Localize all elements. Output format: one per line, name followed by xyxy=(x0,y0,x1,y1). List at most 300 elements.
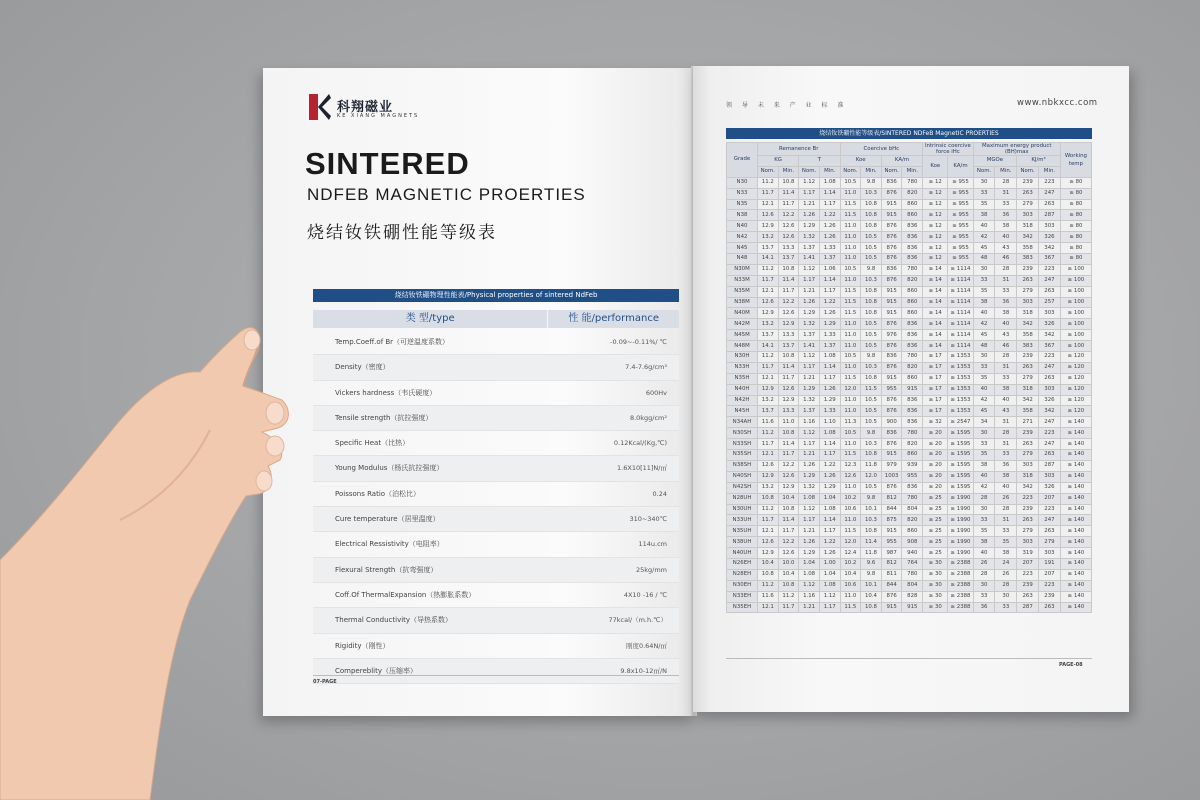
grade-value-cell: 955 xyxy=(902,471,923,482)
grade-name-cell: N28EH xyxy=(727,569,758,580)
grade-value-cell: 820 xyxy=(902,439,923,450)
grade-value-cell: 10.8 xyxy=(778,177,799,188)
grade-value-cell: 10.8 xyxy=(861,373,882,384)
grade-value-cell: 287 xyxy=(1039,460,1061,471)
th-min: Min. xyxy=(819,166,840,177)
grade-value-cell: ≥ 120 xyxy=(1060,352,1091,363)
grade-value-cell: 11.6 xyxy=(757,417,778,428)
grade-value-cell: 10.8 xyxy=(757,493,778,504)
grade-value-cell: ≥ 140 xyxy=(1060,439,1091,450)
grade-value-cell: ≥ 140 xyxy=(1060,548,1091,559)
grade-value-cell: 10.8 xyxy=(861,450,882,461)
grade-name-cell: N33EH xyxy=(727,591,758,602)
grade-value-cell: 30 xyxy=(973,428,995,439)
grade-value-cell: ≥ 1114 xyxy=(948,297,973,308)
grade-value-cell: 10.0 xyxy=(778,558,799,569)
grade-value-cell: 239 xyxy=(1017,504,1039,515)
grade-value-cell: 836 xyxy=(902,482,923,493)
grade-value-cell: 1.14 xyxy=(819,439,840,450)
grade-value-cell: 10.5 xyxy=(861,330,882,341)
grade-value-cell: 279 xyxy=(1017,199,1039,210)
th-mgoe: MGOe xyxy=(973,156,1017,167)
grade-name-cell: N42 xyxy=(727,232,758,243)
grade-value-cell: 876 xyxy=(881,188,902,199)
grade-value-cell: ≥ 17 xyxy=(923,384,948,395)
grade-value-cell: 13.7 xyxy=(757,243,778,254)
grade-value-cell: 11.7 xyxy=(757,439,778,450)
grade-value-cell: 10.8 xyxy=(861,210,882,221)
tagline: 领 导 未 来 产 业 标 准 xyxy=(726,102,848,109)
grade-value-cell: 1.12 xyxy=(819,591,840,602)
grade-value-cell: ≥ 140 xyxy=(1060,504,1091,515)
grade-value-cell: 915 xyxy=(881,602,902,613)
grade-value-cell: ≥ 30 xyxy=(923,569,948,580)
grade-value-cell: ≥ 1990 xyxy=(948,493,973,504)
grade-value-cell: ≥ 120 xyxy=(1060,362,1091,373)
property-value: 1.6X10[11]N/㎡ xyxy=(617,464,667,473)
property-row xyxy=(313,558,679,583)
grade-value-cell: 11.5 xyxy=(840,602,861,613)
grade-value-cell: 12.2 xyxy=(778,210,799,221)
grade-value-cell: 263 xyxy=(1017,439,1039,450)
grade-value-cell: ≥ 1595 xyxy=(948,482,973,493)
grade-value-cell: 11.5 xyxy=(840,199,861,210)
grade-value-cell: 11.2 xyxy=(757,264,778,275)
grade-value-cell: 10.8 xyxy=(778,352,799,363)
th-kam: KA/m xyxy=(881,156,922,167)
grade-value-cell: 33 xyxy=(995,373,1017,384)
grade-value-cell: 13.2 xyxy=(757,482,778,493)
property-value: 77kcal/（m.h.℃） xyxy=(608,616,667,625)
grade-value-cell: 12.9 xyxy=(757,548,778,559)
grade-value-cell: 383 xyxy=(1017,254,1039,265)
grade-value-cell: 10.8 xyxy=(861,297,882,308)
grade-value-cell: 38 xyxy=(995,548,1017,559)
grade-value-cell: 342 xyxy=(1039,330,1061,341)
grade-value-cell: 13.2 xyxy=(757,232,778,243)
grade-value-cell: 9.8 xyxy=(861,352,882,363)
grade-value-cell: ≥ 32 xyxy=(923,417,948,428)
grade-value-cell: 860 xyxy=(902,308,923,319)
grade-value-cell: ≥ 14 xyxy=(923,330,948,341)
grade-row xyxy=(727,526,1092,537)
grade-value-cell: 976 xyxy=(881,330,902,341)
grade-value-cell: 303 xyxy=(1039,308,1061,319)
grade-value-cell: 979 xyxy=(881,460,902,471)
grade-name-cell: N38M xyxy=(727,297,758,308)
grades-table-title: 烧结钕铁硼性能等级表/SINTERED NDFeB MagnetIC PROERTIES xyxy=(726,128,1092,139)
grade-value-cell: 1.08 xyxy=(819,352,840,363)
grade-value-cell: 836 xyxy=(902,232,923,243)
grade-value-cell: 1003 xyxy=(881,471,902,482)
grade-value-cell: ≥ 17 xyxy=(923,395,948,406)
grade-row xyxy=(727,493,1092,504)
grade-value-cell: 10.5 xyxy=(861,417,882,428)
grade-value-cell: ≥ 140 xyxy=(1060,428,1091,439)
grade-value-cell: 40 xyxy=(995,482,1017,493)
grade-value-cell: 13.2 xyxy=(757,395,778,406)
grade-name-cell: N35UH xyxy=(727,526,758,537)
grade-value-cell: 836 xyxy=(902,406,923,417)
grade-value-cell: 207 xyxy=(1039,493,1061,504)
grade-value-cell: ≥ 2547 xyxy=(948,417,973,428)
grade-name-cell: N30M xyxy=(727,264,758,275)
property-value: 114u.cm xyxy=(638,540,667,549)
grade-value-cell: 45 xyxy=(973,243,995,254)
grade-value-cell: 1.00 xyxy=(819,558,840,569)
grade-value-cell: 11.5 xyxy=(840,308,861,319)
grade-value-cell: ≥ 12 xyxy=(923,221,948,232)
grade-value-cell: 28 xyxy=(995,177,1017,188)
grade-value-cell: 30 xyxy=(973,352,995,363)
grade-value-cell: 11.6 xyxy=(757,591,778,602)
grade-value-cell: 11.5 xyxy=(840,210,861,221)
grade-value-cell: 1.08 xyxy=(819,504,840,515)
grade-value-cell: 11.4 xyxy=(778,188,799,199)
grade-value-cell: 13.7 xyxy=(757,330,778,341)
grade-value-cell: 860 xyxy=(902,199,923,210)
th-grade: Grade xyxy=(727,143,758,178)
grade-value-cell: ≥ 1595 xyxy=(948,450,973,461)
grade-value-cell: 10.8 xyxy=(778,264,799,275)
grade-value-cell: ≥ 100 xyxy=(1060,308,1091,319)
grade-value-cell: 33 xyxy=(973,439,995,450)
property-name: Tensile strength（抗拉强度） xyxy=(335,413,433,422)
grade-row xyxy=(727,330,1092,341)
grade-value-cell: ≥ 955 xyxy=(948,221,973,232)
grade-value-cell: 12.0 xyxy=(861,471,882,482)
grade-value-cell: 876 xyxy=(881,406,902,417)
grade-value-cell: 38 xyxy=(995,471,1017,482)
grade-value-cell: 1.16 xyxy=(799,591,820,602)
physical-table-title: 烧结钕铁硼物理性能表/Physical properties of sintered NdFeb xyxy=(313,289,679,302)
grade-value-cell: 1.17 xyxy=(819,286,840,297)
grade-value-cell: 915 xyxy=(881,450,902,461)
grade-value-cell: ≥ 1114 xyxy=(948,319,973,330)
grade-value-cell: 326 xyxy=(1039,395,1061,406)
grade-value-cell: 780 xyxy=(902,493,923,504)
property-value: 刚度0.64N/㎡ xyxy=(625,641,667,650)
grade-value-cell: 11.4 xyxy=(778,275,799,286)
grade-value-cell: ≥ 80 xyxy=(1060,210,1091,221)
grade-name-cell: N30EH xyxy=(727,580,758,591)
grade-value-cell: 30 xyxy=(973,580,995,591)
grade-value-cell: 1.17 xyxy=(799,188,820,199)
grade-name-cell: N45 xyxy=(727,243,758,254)
grade-value-cell: 45 xyxy=(973,330,995,341)
grade-value-cell: 10.8 xyxy=(778,428,799,439)
grade-value-cell: 836 xyxy=(881,264,902,275)
col-type: 类 型/type xyxy=(313,310,548,328)
grade-value-cell: 10.8 xyxy=(861,308,882,319)
grade-value-cell: 836 xyxy=(902,395,923,406)
grade-value-cell: 1.14 xyxy=(819,275,840,286)
property-name: Density（密度） xyxy=(335,363,390,372)
grade-value-cell: 263 xyxy=(1017,591,1039,602)
grade-value-cell: 908 xyxy=(902,537,923,548)
property-row xyxy=(313,355,679,380)
grade-row xyxy=(727,515,1092,526)
grade-value-cell: ≥ 1114 xyxy=(948,308,973,319)
grade-value-cell: 10.5 xyxy=(861,395,882,406)
grade-row xyxy=(727,602,1092,613)
grade-value-cell: 12.9 xyxy=(778,482,799,493)
grade-value-cell: 876 xyxy=(881,232,902,243)
grade-value-cell: 11.7 xyxy=(778,526,799,537)
grade-value-cell: 876 xyxy=(881,362,902,373)
grade-value-cell: 860 xyxy=(902,286,923,297)
grade-value-cell: ≥ 17 xyxy=(923,406,948,417)
grade-value-cell: 876 xyxy=(881,243,902,254)
grade-row xyxy=(727,548,1092,559)
property-value: 0.12Kcal/(Kg,℃) xyxy=(613,439,667,448)
property-value: 7.4-7.6g/cm³ xyxy=(625,363,667,372)
grade-value-cell: 812 xyxy=(881,558,902,569)
grade-row xyxy=(727,450,1092,461)
page-number-right: PAGE-08 xyxy=(1059,662,1083,668)
grade-value-cell: 247 xyxy=(1039,515,1061,526)
grade-value-cell: 239 xyxy=(1017,177,1039,188)
grade-value-cell: 33 xyxy=(973,275,995,286)
physical-table-header xyxy=(313,310,679,328)
grade-value-cell: 11.7 xyxy=(757,188,778,199)
grade-value-cell: 12.6 xyxy=(778,548,799,559)
grade-value-cell: 11.4 xyxy=(861,537,882,548)
grade-value-cell: 1.26 xyxy=(799,297,820,308)
property-value: 600Hv xyxy=(645,388,667,397)
th-kg: KG xyxy=(757,156,798,167)
grade-value-cell: 383 xyxy=(1017,341,1039,352)
grade-value-cell: 1.16 xyxy=(799,417,820,428)
grade-value-cell: ≥ 80 xyxy=(1060,232,1091,243)
grade-value-cell: ≥ 14 xyxy=(923,275,948,286)
grade-value-cell: 10.5 xyxy=(861,482,882,493)
grade-value-cell: 30 xyxy=(973,504,995,515)
grade-name-cell: N30H xyxy=(727,352,758,363)
grade-value-cell: 1.29 xyxy=(819,482,840,493)
grade-row xyxy=(727,537,1092,548)
grade-value-cell: 10.3 xyxy=(861,362,882,373)
grade-value-cell: 12.1 xyxy=(757,373,778,384)
grade-value-cell: 1.26 xyxy=(819,548,840,559)
grade-value-cell: 1.08 xyxy=(799,493,820,504)
property-name: Thermal Conductivity（导热系数） xyxy=(335,616,453,625)
grade-value-cell: 13.2 xyxy=(757,319,778,330)
grade-value-cell: 13.7 xyxy=(778,341,799,352)
grade-value-cell: 38 xyxy=(973,210,995,221)
grade-value-cell: 1.12 xyxy=(799,580,820,591)
grade-value-cell: 10.5 xyxy=(840,352,861,363)
grade-value-cell: 11.2 xyxy=(778,591,799,602)
grade-value-cell: 12.1 xyxy=(757,526,778,537)
grade-value-cell: 12.6 xyxy=(757,460,778,471)
grade-value-cell: 33 xyxy=(995,199,1017,210)
grade-value-cell: 11.7 xyxy=(757,275,778,286)
grade-row xyxy=(727,341,1092,352)
property-row xyxy=(313,482,679,507)
grade-value-cell: 12.6 xyxy=(778,221,799,232)
grade-value-cell: 1.29 xyxy=(819,395,840,406)
grade-name-cell: N30SH xyxy=(727,428,758,439)
grade-name-cell: N33 xyxy=(727,188,758,199)
grade-value-cell: 11.0 xyxy=(840,591,861,602)
grade-value-cell: 780 xyxy=(902,352,923,363)
grade-value-cell: 10.8 xyxy=(778,504,799,515)
grade-value-cell: ≥ 12 xyxy=(923,199,948,210)
grade-value-cell: ≥ 140 xyxy=(1060,515,1091,526)
grade-value-cell: 836 xyxy=(881,177,902,188)
grade-value-cell: 1.17 xyxy=(799,362,820,373)
grade-value-cell: 1.21 xyxy=(799,373,820,384)
th-coercive: Coercive bHc xyxy=(840,143,923,156)
grade-value-cell: 12.4 xyxy=(840,548,861,559)
grade-value-cell: ≥ 80 xyxy=(1060,199,1091,210)
grade-value-cell: 836 xyxy=(881,352,902,363)
grade-value-cell: 13.3 xyxy=(778,406,799,417)
grade-name-cell: N35 xyxy=(727,199,758,210)
grade-value-cell: 31 xyxy=(995,439,1017,450)
grade-value-cell: 11.0 xyxy=(840,243,861,254)
grade-value-cell: 11.2 xyxy=(757,580,778,591)
grade-value-cell: 342 xyxy=(1039,406,1061,417)
grade-value-cell: ≥ 955 xyxy=(948,232,973,243)
grade-value-cell: 303 xyxy=(1039,548,1061,559)
grade-value-cell: 28 xyxy=(995,580,1017,591)
th-min: Min. xyxy=(778,166,799,177)
grade-value-cell: 1.33 xyxy=(819,243,840,254)
grade-value-cell: 11.5 xyxy=(861,384,882,395)
grade-value-cell: 1.32 xyxy=(799,482,820,493)
grade-value-cell: ≥ 30 xyxy=(923,602,948,613)
grade-value-cell: 12.2 xyxy=(778,297,799,308)
grade-value-cell: 10.5 xyxy=(861,254,882,265)
grade-value-cell: ≥ 1353 xyxy=(948,373,973,384)
property-name: Compereblity（压缩率） xyxy=(335,666,417,675)
grade-value-cell: 12.1 xyxy=(757,199,778,210)
grade-value-cell: 33 xyxy=(973,362,995,373)
grade-value-cell: 12.9 xyxy=(778,319,799,330)
grade-value-cell: 326 xyxy=(1039,319,1061,330)
grade-value-cell: 10.5 xyxy=(861,243,882,254)
grade-value-cell: 812 xyxy=(881,493,902,504)
grade-value-cell: ≥ 25 xyxy=(923,537,948,548)
grade-value-cell: 263 xyxy=(1039,450,1061,461)
property-value: 4X10 -16 / ℃ xyxy=(623,590,667,599)
grade-value-cell: 1.12 xyxy=(799,264,820,275)
grade-value-cell: 342 xyxy=(1017,395,1039,406)
grade-value-cell: 24 xyxy=(995,558,1017,569)
grade-row xyxy=(727,439,1092,450)
th-min: Min. xyxy=(995,166,1017,177)
grade-value-cell: 1.26 xyxy=(819,384,840,395)
th-energy: Maximum energy product (BH)max xyxy=(973,143,1060,156)
grade-value-cell: 303 xyxy=(1017,210,1039,221)
grade-value-cell: 14.1 xyxy=(757,254,778,265)
property-name: Rigidity（刚性） xyxy=(335,641,390,650)
grade-value-cell: 12.6 xyxy=(757,210,778,221)
grade-value-cell: ≥ 1990 xyxy=(948,526,973,537)
grade-value-cell: 12.9 xyxy=(757,471,778,482)
grade-value-cell: ≥ 20 xyxy=(923,471,948,482)
grade-value-cell: 780 xyxy=(902,177,923,188)
grade-value-cell: 955 xyxy=(881,537,902,548)
nom-min-row xyxy=(727,166,1092,177)
grade-value-cell: 1.14 xyxy=(819,515,840,526)
grade-value-cell: 876 xyxy=(881,319,902,330)
grade-value-cell: 12.1 xyxy=(757,450,778,461)
grade-value-cell: 820 xyxy=(902,188,923,199)
grade-value-cell: 9.8 xyxy=(861,493,882,504)
grade-value-cell: 11.0 xyxy=(840,406,861,417)
grade-value-cell: ≥ 140 xyxy=(1060,591,1091,602)
grade-value-cell: 780 xyxy=(902,428,923,439)
grade-value-cell: 13.3 xyxy=(778,243,799,254)
website-url: www.nbkxcc.com xyxy=(1017,98,1098,108)
grade-value-cell: 263 xyxy=(1039,526,1061,537)
grade-value-cell: ≥ 25 xyxy=(923,493,948,504)
grade-value-cell: 223 xyxy=(1039,428,1061,439)
grade-value-cell: 11.0 xyxy=(778,417,799,428)
left-footer-rule xyxy=(313,675,679,676)
grade-row xyxy=(727,580,1092,591)
grade-value-cell: ≥ 120 xyxy=(1060,384,1091,395)
property-row xyxy=(313,634,679,659)
grade-value-cell: ≥ 80 xyxy=(1060,243,1091,254)
th-working: Working temp xyxy=(1060,143,1091,178)
grade-value-cell: 1.12 xyxy=(799,352,820,363)
grade-row xyxy=(727,221,1092,232)
grade-value-cell: 43 xyxy=(995,406,1017,417)
grade-name-cell: N40H xyxy=(727,384,758,395)
grade-value-cell: 1.32 xyxy=(799,395,820,406)
grade-value-cell: 10.5 xyxy=(861,406,882,417)
property-name: Temp.Coeff.of Br（可逆温度系数） xyxy=(335,338,450,346)
grade-value-cell: 279 xyxy=(1017,373,1039,384)
grade-value-cell: ≥ 80 xyxy=(1060,254,1091,265)
grade-value-cell: 10.4 xyxy=(757,558,778,569)
grade-value-cell: 1.37 xyxy=(799,406,820,417)
grade-value-cell: 10.6 xyxy=(840,580,861,591)
grade-value-cell: 1.37 xyxy=(799,243,820,254)
grade-value-cell: 30 xyxy=(973,177,995,188)
grade-value-cell: 12.6 xyxy=(757,297,778,308)
grade-value-cell: ≥ 1990 xyxy=(948,548,973,559)
grade-value-cell: 239 xyxy=(1017,428,1039,439)
grade-name-cell: N48M xyxy=(727,341,758,352)
grade-name-cell: N30UH xyxy=(727,504,758,515)
property-name: Specific Heat（比热） xyxy=(335,439,410,448)
grade-value-cell: 12.9 xyxy=(778,395,799,406)
grade-value-cell: 36 xyxy=(995,297,1017,308)
page-number-left: 07-PAGE xyxy=(313,679,337,685)
grade-value-cell: 36 xyxy=(995,460,1017,471)
grade-value-cell: 26 xyxy=(973,558,995,569)
grade-value-cell: 836 xyxy=(902,319,923,330)
grade-value-cell: ≥ 14 xyxy=(923,286,948,297)
grade-value-cell: 358 xyxy=(1017,330,1039,341)
grade-value-cell: 223 xyxy=(1039,177,1061,188)
title-chinese: 烧结钕铁硼性能等级表 xyxy=(307,223,497,243)
grade-value-cell: ≥ 1114 xyxy=(948,286,973,297)
grade-value-cell: 11.2 xyxy=(757,177,778,188)
grade-value-cell: 10.6 xyxy=(840,504,861,515)
grade-value-cell: ≥ 2388 xyxy=(948,591,973,602)
grade-value-cell: 223 xyxy=(1039,504,1061,515)
grade-value-cell: ≥ 955 xyxy=(948,243,973,254)
grade-value-cell: ≥ 14 xyxy=(923,341,948,352)
grade-value-cell: 263 xyxy=(1039,199,1061,210)
grade-value-cell: 1.17 xyxy=(819,450,840,461)
